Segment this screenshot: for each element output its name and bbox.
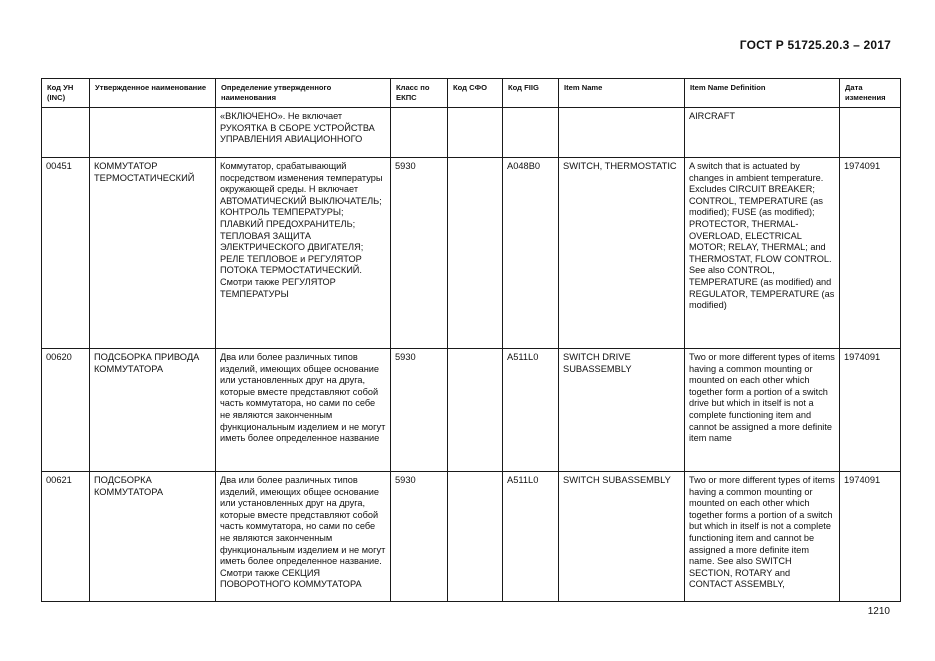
- cell-def-ru: Два или более различных типов изделий, имеющих общее основание или установленных друг на друга, которые вместе представляют собой часть коммутатора, но сами по себе не являются законченным функциональным изделием и не могут иметь более определенное название: [216, 349, 391, 472]
- table-row: [42, 349, 901, 472]
- cell-sfo: [448, 472, 503, 602]
- cell-date: 1974091: [840, 349, 901, 472]
- col-header-class: Класс по ЕКПС: [391, 79, 448, 108]
- cell-class: 5930: [391, 158, 448, 349]
- cell-name-ru: ПОДСБОРКА ПРИВОДА КОММУТАТОРА: [90, 349, 216, 472]
- cell-fiig: A511L0: [503, 472, 559, 602]
- col-header-def-ru: Определение утвержденного наименования: [216, 79, 391, 108]
- cell-def-ru: Коммутатор, срабатывающий посредством изменения температуры окружающей среды. Н включает АВТОМАТИЧЕСКИЙ ВЫКЛЮЧАТЕЛЬ; КОНТРОЛЬ ТЕМПЕРАТУРЫ; ПЛАВКИЙ ПРЕДОХРАНИТЕЛЬ; ТЕПЛОВАЯ ЗАЩИТА ЭЛЕКТРИЧЕСКОГО ДВИГАТЕЛЯ; РЕЛЕ ТЕПЛОВОЕ и РЕГУЛЯТОР ПОТОКА ТЕРМОСТАТИЧЕСКИЙ. Смотри также РЕГУЛЯТОР ТЕМПЕРАТУРЫ: [216, 158, 391, 349]
- cell-fiig: A048B0: [503, 158, 559, 349]
- cell-name-en: SWITCH, THERMOSTATIC: [559, 158, 685, 349]
- cell-sfo: [448, 158, 503, 349]
- cell-def-en: A switch that is actuated by changes in ambient temperature. Excludes CIRCUIT BREAKER; CONTROL, TEMPERATURE (as modified); FUSE (as modified); PROTECTOR, THERMAL-OVERLOAD, ELECTRICAL MOTOR; RELAY, THERMAL; and THERMOSTAT, FLOW CONTROL. See also CONTROL, TEMPERATURE (as modified) and REGULATOR, TEMPERATURE (as modified): [685, 158, 840, 349]
- cell-def-ru: «ВКЛЮЧЕНО». Не включает РУКОЯТКА В СБОРЕ УСТРОЙСТВА УПРАВЛЕНИЯ АВИАЦИОННОГО: [216, 108, 391, 158]
- cell-fiig: A511L0: [503, 349, 559, 472]
- cell-date: [840, 108, 901, 158]
- table-row: [42, 158, 901, 349]
- cell-sfo: [448, 349, 503, 472]
- page-number: 1210: [867, 606, 890, 617]
- cell-name-en: SWITCH SUBASSEMBLY: [559, 472, 685, 602]
- table-header-row: [42, 79, 901, 108]
- cell-sfo: [448, 108, 503, 158]
- cell-date: 1974091: [840, 158, 901, 349]
- cell-def-en: AIRCRAFT: [685, 108, 840, 158]
- cell-name-ru: [90, 108, 216, 158]
- table-row: [42, 108, 901, 158]
- col-header-sfo: Код СФО: [448, 79, 503, 108]
- col-header-name-en: Item Name: [559, 79, 685, 108]
- cell-date: 1974091: [840, 472, 901, 602]
- cell-inc: 00451: [42, 158, 90, 349]
- cell-def-en: Two or more different types of items having a common mounting or mounted on each other which together form a portion of a switch drive but which in itself is not a complete functioning item and cannot be assigned a more definite item name: [685, 349, 840, 472]
- table-row: [42, 472, 901, 602]
- cell-inc: 00621: [42, 472, 90, 602]
- cell-fiig: [503, 108, 559, 158]
- cell-name-ru: ПОДСБОРКА КОММУТАТОРА: [90, 472, 216, 602]
- cell-name-en: SWITCH DRIVE SUBASSEMBLY: [559, 349, 685, 472]
- cell-class: 5930: [391, 472, 448, 602]
- cell-class: [391, 108, 448, 158]
- col-header-date: Дата изменения: [840, 79, 901, 108]
- document-header: ГОСТ Р 51725.20.3 – 2017: [739, 38, 891, 52]
- cell-inc: 00620: [42, 349, 90, 472]
- col-header-def-en: Item Name Definition: [685, 79, 840, 108]
- cell-name-en: [559, 108, 685, 158]
- cell-name-ru: КОММУТАТОР ТЕРМОСТАТИЧЕСКИЙ: [90, 158, 216, 349]
- cell-def-en: Two or more different types of items having a common mounting or mounted on each other which together forms a portion of a switch but which in itself is not a complete functioning item and cannot be assigned a more definite item name. See also SWITCH SECTION, ROTARY and CONTACT ASSEMBLY,: [685, 472, 840, 602]
- cell-inc: [42, 108, 90, 158]
- col-header-fiig: Код FIIG: [503, 79, 559, 108]
- col-header-name-ru: Утвержденное наименование: [90, 79, 216, 108]
- cell-class: 5930: [391, 349, 448, 472]
- col-header-inc: Код УН (INC): [42, 79, 90, 108]
- cell-def-ru: Два или более различных типов изделий, имеющих общее основание или установленных друг на друга, которые вместе представляют собой часть коммутатора, но сами по себе не являются законченным функциональным изделием и не могут иметь более определенное название. Смотри также СЕКЦИЯ ПОВОРОТНОГО КОММУТАТОРА: [216, 472, 391, 602]
- catalog-table: [41, 78, 901, 602]
